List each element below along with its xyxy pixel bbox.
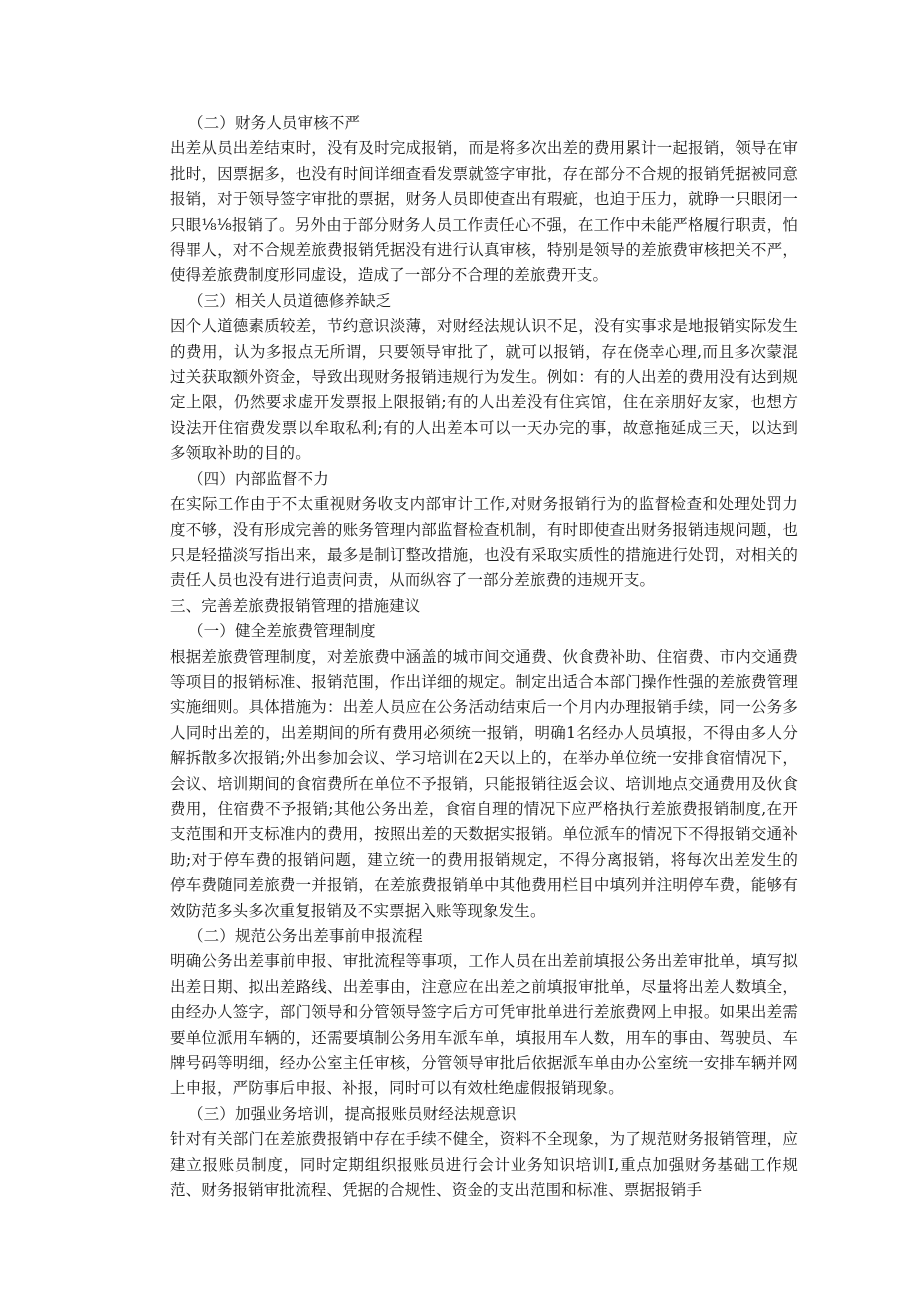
subheading-training: （三）加强业务培训，提高报账员财经法规意识 — [188, 1104, 517, 1123]
paragraph-finance-review: 出差从员出差结束时，没有及时完成报销，而是将多次出差的费用累计一起报销，领导在审批时，因票据多，也没有时间详细查看发票就签字审批，存在部分不合规的报销凭据被同意报销，对于领导签字审批的票据，财务人员即使查出有瑕疵，也迫于压力，就睁一只眼闭一只眼⅛⅛报销了。另外由于部分财务人员工作责任心不强，在工作中未能严格履行职责，怕得罪人，对不合规差旅费报销凭据没有进行认真审核，特别是领导的差旅费审核把关不严，使得差旅费制度形同虚设，造成了一部分不合理的差旅费开支。 — [170, 139, 798, 285]
subheading-ethics: （三）相关人员道德修养缺乏 — [188, 291, 392, 310]
paragraph-ethics: 因个人道德素质较差，节约意识淡薄，对财经法规认识不足，没有实事求是地报销实际发生的费用，认为多报点无所谓，只要领导审批了，就可以报销，存在侥幸心理,而且多次蒙混过关获取额外资金，导致出现财务报销违规行为发生。例如：有的人出差的费用没有达到规定上限，仍然要求虚开发票报上限报销;有的人出差没有住宾馆，住在亲朋好友家，也想方设法开住宿费发票以牟取私利;有的人出差本可以一天办完的事，故意拖延成三天，以达到多领取补助的目的。 — [170, 317, 798, 463]
section-heading-measures: 三、完善差旅费报销管理的措施建议 — [170, 596, 421, 615]
paragraph-internal-supervision: 在实际工作由于不太重视财务收支内部审计工作,对财务报销行为的监督检查和处理处罚力度不够，没有形成完善的账务管理内部监督检查机制，有时即使查出财务报销违规问题，也只是轻描淡写指出来，最多是制订整改措施，也没有采取实质性的措施进行处罚，对相关的责任人员也没有进行追责问责，从而纵容了一部分差旅费的违规开支。 — [170, 495, 798, 590]
document-body — [170, 111, 798, 1203]
paragraph-pre-approval: 明确公务出差事前申报、审批流程等事项，工作人员在出差前填报公务出差审批单，填写拟出差日期、拟出差路线、出差事由，注意应在出差之前填报审批单，尽量将出差人数填全，由经办人签字，部门领导和分管领导签字后方可凭审批单进行差旅费网上申报。如果出差需要单位派用车辆的，还需要填制公务用车派车单，填报用车人数，用车的事由、驾驶员、车牌号码等明细，经办公室主任审核，分管领导审批后依据派车单由办公室统一安排车辆并网上申报，严防事后申报、补报，同时可以有效杜绝虚假报销现象。 — [170, 952, 798, 1098]
subheading-internal-supervision: （四）内部监督不力 — [188, 469, 329, 488]
subheading-finance-review: （二）财务人员审核不严 — [188, 114, 361, 132]
paragraph-management-system: 根据差旅费管理制度，对差旅费中涵盖的城市间交通费、伙食费补助、住宿费、市内交通费等项目的报销标准、报销范围，作出详细的规定。制定出适合本部门操作性强的差旅费管理实施细则。具体措施为：出差人员应在公务活动结束后一个月内办理报销手续，同一公务多人同时出差的，出差期间的所有费用必须统一报销，明确1名经办人员填报，不得由多人分解拆散多次报销;外出参加会议、学习培训在2天以上的，在举办单位统一安排食宿情况下，会议、培训期间的食宿费所在单位不予报销，只能报销往返会议、培训地点交通费用及伙食费用，住宿费不予报销;其他公务出差，食宿自理的情况下应严格执行差旅费报销制度,在开支范围和开支标准内的费用，按照出差的天数据实报销。单位派车的情况下不得报销交通补助;对于停车费的报销问题，建立统一的费用报销规定，不得分离报销，将每次出差发生的停车费随同差旅费一并报销，在差旅费报销单中其他费用栏目中填列并注明停车费，能够有效防范多头多次重复报销及不实票据入账等现象发生。 — [170, 647, 798, 920]
paragraph-training: 针对有关部门在差旅费报销中存在手续不健全，资料不全现象，为了规范财务报销管理，应建立报账员制度，同时定期组织报账员进行会计业务知识培训I,重点加强财务基础工作规范、财务报销审批流程、凭据的合规性、资金的支出范围和标准、票据报销手 — [170, 1130, 798, 1200]
subheading-pre-approval: （二）规范公务出差事前申报流程 — [188, 927, 423, 945]
subheading-management-system: （一）健全差旅费管理制度 — [188, 622, 376, 641]
